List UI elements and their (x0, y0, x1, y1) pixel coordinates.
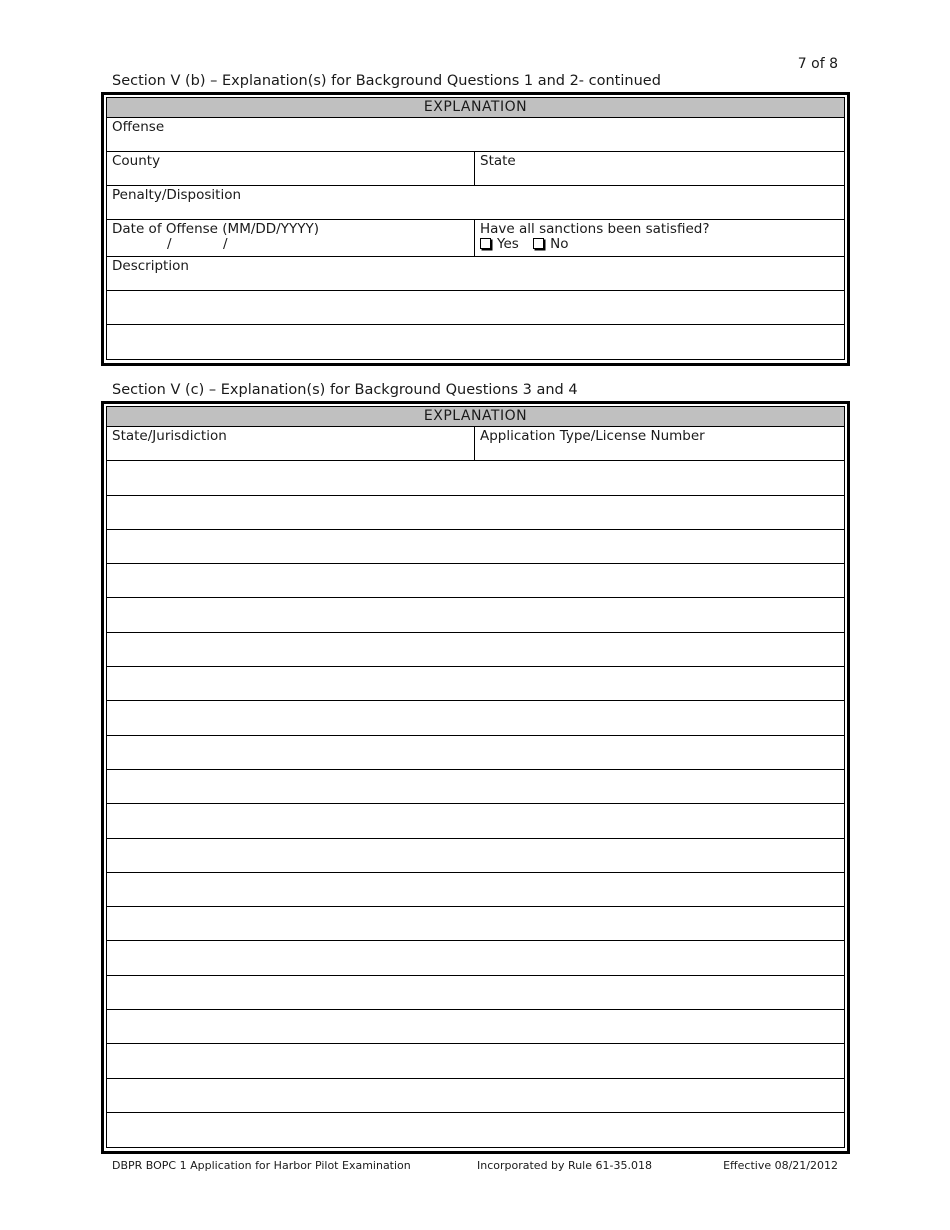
description-label: Description (112, 258, 189, 274)
date-of-offense-field[interactable] (107, 220, 475, 256)
date-slashes: / / (167, 236, 228, 252)
penalty-field[interactable] (107, 186, 844, 219)
application-type-field[interactable] (475, 427, 844, 460)
penalty-label: Penalty/Disposition (112, 187, 242, 203)
explanation-line[interactable] (107, 1044, 844, 1078)
explanation-line[interactable] (107, 598, 844, 632)
explanation-line[interactable] (107, 1079, 844, 1113)
explanation-line[interactable] (107, 633, 844, 667)
explanation-line[interactable] (107, 907, 844, 941)
county-field[interactable] (107, 152, 475, 185)
county-label: County (112, 153, 161, 169)
section-b-title: Section V (b) – Explanation(s) for Background Questions 1 and 2- continued (112, 73, 661, 89)
section-b-header: EXPLANATION (107, 98, 844, 118)
state-jurisdiction-field[interactable] (107, 427, 475, 460)
description-field[interactable] (107, 257, 844, 290)
state-label: State (480, 153, 516, 169)
sanctions-label: Have all sanctions been satisfied? (480, 221, 710, 237)
state-jurisdiction-label: State/Jurisdiction (112, 428, 227, 444)
application-type-label: Application Type/License Number (480, 428, 705, 444)
yes-label: Yes (497, 236, 519, 252)
description-line[interactable] (107, 325, 844, 359)
explanation-line[interactable] (107, 496, 844, 530)
page-number: 7 of 8 (797, 56, 838, 72)
yes-option[interactable] (480, 236, 519, 252)
explanation-line[interactable] (107, 1113, 844, 1147)
footer-form-name: DBPR BOPC 1 Application for Harbor Pilot Examination (112, 1159, 411, 1172)
explanation-line[interactable] (107, 461, 844, 495)
state-field[interactable] (475, 152, 844, 185)
offense-field[interactable] (107, 118, 844, 151)
description-line[interactable] (107, 291, 844, 325)
explanation-line[interactable] (107, 701, 844, 735)
section-c-form (101, 401, 850, 1154)
explanation-line[interactable] (107, 1010, 844, 1044)
sanctions-field (475, 220, 844, 256)
explanation-line[interactable] (107, 976, 844, 1010)
footer-rule: Incorporated by Rule 61-35.018 (477, 1159, 652, 1172)
offense-label: Offense (112, 119, 165, 135)
explanation-line[interactable] (107, 804, 844, 838)
explanation-line[interactable] (107, 530, 844, 564)
no-option[interactable] (533, 236, 568, 252)
no-checkbox[interactable] (533, 238, 544, 249)
explanation-line[interactable] (107, 839, 844, 873)
date-of-offense-label: Date of Offense (MM/DD/YYYY) (112, 221, 319, 237)
explanation-line[interactable] (107, 736, 844, 770)
section-c-header: EXPLANATION (107, 407, 844, 427)
explanation-line[interactable] (107, 667, 844, 701)
explanation-line[interactable] (107, 770, 844, 804)
explanation-line[interactable] (107, 941, 844, 975)
explanation-lines (107, 461, 844, 1147)
section-b-form (101, 92, 850, 366)
footer-effective: Effective 08/21/2012 (723, 1159, 838, 1172)
no-label: No (550, 236, 569, 252)
section-c-title: Section V (c) – Explanation(s) for Background Questions 3 and 4 (112, 382, 578, 398)
explanation-line[interactable] (107, 564, 844, 598)
yes-checkbox[interactable] (480, 238, 491, 249)
explanation-line[interactable] (107, 873, 844, 907)
